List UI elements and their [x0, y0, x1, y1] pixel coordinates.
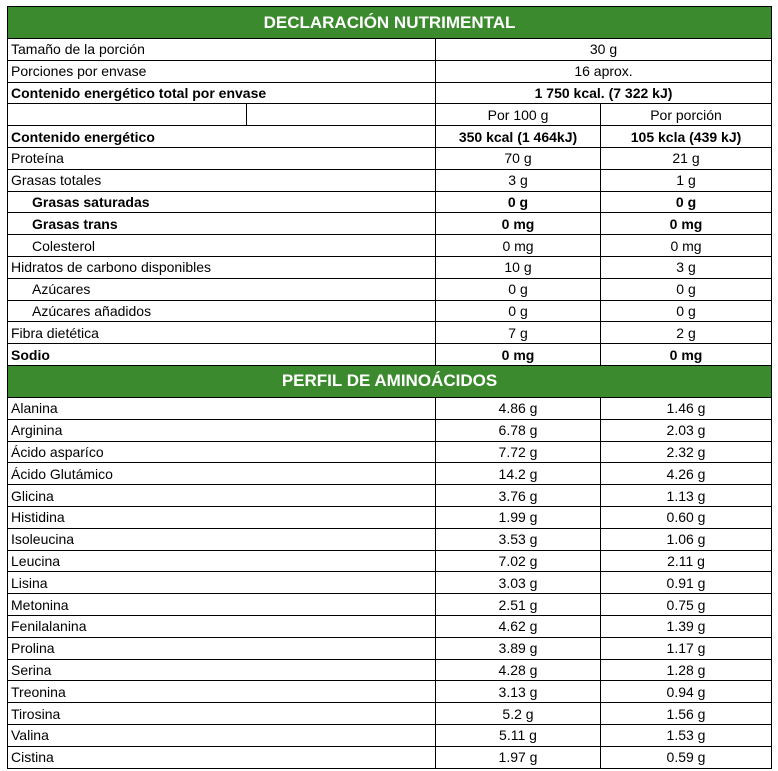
amino-acid-perserving-cell — [601, 637, 772, 659]
column-header-empty — [247, 104, 436, 126]
amino-acid-per100-value: 4.28 g — [498, 661, 538, 678]
nutrient-per100-value: 0 mg — [502, 237, 534, 254]
nutrient-per100-cell — [436, 191, 601, 213]
nutrient-perserving-value: 0 mg — [669, 346, 703, 363]
nutrient-per100-value: 0 g — [507, 193, 529, 210]
nutrient-perserving-value: 0 g — [676, 281, 696, 298]
serving-size-value: 30 g — [436, 39, 772, 61]
nutrient-row — [8, 213, 772, 235]
amino-acid-perserving-cell — [601, 703, 772, 725]
nutrient-row — [8, 169, 772, 191]
amino-acid-row — [8, 637, 772, 659]
amino-acid-per100-value: 4.86 g — [498, 400, 538, 417]
amino-acid-name: Valina — [8, 724, 436, 746]
nutrient-per100-cell — [436, 147, 601, 169]
nutrient-per100-cell — [436, 322, 601, 344]
total-energy-label: Contenido energético total por envase — [8, 82, 436, 104]
nutrient-name: Hidratos de carbono disponibles — [8, 256, 436, 278]
amino-acid-perserving-value: 2.32 g — [666, 443, 706, 460]
amino-acid-row — [8, 441, 772, 463]
nutrient-name: Sodio — [8, 344, 436, 366]
amino-acid-perserving-cell — [601, 485, 772, 507]
amino-acid-row — [8, 703, 772, 725]
nutrient-per100-cell — [436, 344, 601, 366]
amino-acid-perserving-value: 1.39 g — [666, 618, 706, 635]
nutrient-name: Azúcares añadidos — [8, 300, 436, 322]
nutrient-name: Contenido energético — [8, 126, 436, 148]
amino-acid-row — [8, 724, 772, 746]
amino-acid-perserving-value: 0.75 g — [666, 596, 706, 613]
amino-acid-name: Treonina — [8, 681, 436, 703]
amino-acid-name: Glicina — [8, 485, 436, 507]
nutrient-name: Fibra dietética — [8, 322, 436, 344]
column-header-perserving: Por porción — [601, 104, 772, 126]
amino-acid-perserving-cell — [601, 419, 772, 441]
nutrient-perserving-value: 0 g — [675, 193, 697, 210]
nutrient-per100-value: 0 g — [508, 281, 528, 298]
amino-acid-per100-cell — [436, 681, 601, 703]
nutrient-perserving-cell — [601, 191, 772, 213]
nutrient-per100-value: 70 g — [504, 150, 532, 167]
amino-acid-row — [8, 681, 772, 703]
amino-acid-row — [8, 659, 772, 681]
amino-acid-per100-cell — [436, 594, 601, 616]
amino-acid-perserving-value: 1.53 g — [666, 727, 706, 744]
nutrient-per100-value: 0 mg — [501, 215, 535, 232]
servings-per-container-label: Porciones por envase — [8, 60, 436, 82]
nutrient-name: Grasas trans — [8, 213, 436, 235]
amino-acid-name: Ácido Glutámico — [8, 463, 436, 485]
amino-acid-row — [8, 419, 772, 441]
amino-acid-per100-cell — [436, 485, 601, 507]
nutrient-per100-cell — [436, 235, 601, 257]
amino-acid-row — [8, 572, 772, 594]
amino-acid-name: Fenilalanina — [8, 615, 436, 637]
amino-acid-perserving-cell — [601, 397, 772, 419]
nutrient-per100-cell — [436, 300, 601, 322]
nutrient-perserving-value: 1 g — [676, 172, 696, 189]
amino-acid-name: Tirosina — [8, 703, 436, 725]
amino-acid-name: Arginina — [8, 419, 436, 441]
amino-acid-row — [8, 506, 772, 528]
amino-acid-per100-value: 7.02 g — [498, 552, 538, 569]
nutrient-perserving-value: 0 mg — [670, 237, 702, 254]
amino-acid-row — [8, 528, 772, 550]
amino-acid-per100-cell — [436, 419, 601, 441]
nutrient-perserving-cell — [601, 256, 772, 278]
servings-per-container-row — [8, 60, 772, 82]
nutrient-perserving-cell — [601, 278, 772, 300]
amino-acid-per100-value: 3.13 g — [498, 683, 538, 700]
amino-acid-row — [8, 746, 772, 768]
amino-acid-name: Alanina — [8, 397, 436, 419]
column-header-row — [8, 104, 772, 126]
nutrient-name: Colesterol — [8, 235, 436, 257]
amino-acid-perserving-value: 0.60 g — [666, 509, 706, 526]
amino-acid-row — [8, 485, 772, 507]
amino-acid-row — [8, 594, 772, 616]
nutrient-per100-value: 10 g — [504, 259, 532, 276]
amino-acid-perserving-value: 1.46 g — [666, 400, 706, 417]
amino-acid-perserving-cell — [601, 550, 772, 572]
nutrient-row — [8, 300, 772, 322]
nutrient-row — [8, 235, 772, 257]
total-energy-row — [8, 82, 772, 104]
amino-acid-perserving-value: 1.28 g — [666, 661, 706, 678]
nutrient-perserving-cell — [601, 213, 772, 235]
amino-acid-per100-value: 5.2 g — [502, 705, 534, 722]
amino-acid-perserving-value: 0.59 g — [666, 749, 706, 766]
amino-acid-per100-value: 14.2 g — [498, 465, 538, 482]
column-header-empty — [8, 104, 247, 126]
amino-acid-perserving-value: 1.17 g — [666, 640, 706, 657]
amino-acid-perserving-value: 1.56 g — [666, 705, 706, 722]
nutrient-perserving-cell — [601, 300, 772, 322]
nutrient-perserving-value: 2 g — [676, 324, 696, 341]
amino-acid-perserving-cell — [601, 506, 772, 528]
amino-acid-per100-cell — [436, 550, 601, 572]
nutrient-row — [8, 147, 772, 169]
amino-acid-perserving-cell — [601, 746, 772, 768]
amino-acid-per100-cell — [436, 659, 601, 681]
nutrient-per100-cell — [436, 169, 601, 191]
amino-acid-perserving-cell — [601, 463, 772, 485]
amino-acid-per100-cell — [436, 463, 601, 485]
total-energy-value: 1 750 kcal. (7 322 kJ) — [436, 82, 772, 104]
nutrient-per100-value: 350 kcal (1 464kJ) — [458, 128, 578, 145]
nutrient-perserving-value: 21 g — [672, 150, 700, 167]
amino-acid-row — [8, 397, 772, 419]
nutrient-perserving-value: 0 g — [676, 302, 696, 319]
amino-acid-per100-cell — [436, 615, 601, 637]
amino-acid-perserving-value: 0.94 g — [666, 683, 706, 700]
amino-acid-per100-value: 3.76 g — [498, 487, 538, 504]
amino-acid-row — [8, 550, 772, 572]
amino-acid-perserving-cell — [601, 681, 772, 703]
nutrient-row — [8, 256, 772, 278]
nutrient-per100-value: 7 g — [508, 324, 528, 341]
amino-acid-per100-cell — [436, 528, 601, 550]
amino-title: PERFIL DE AMINOÁCIDOS — [8, 365, 772, 397]
amino-acid-name: Serina — [8, 659, 436, 681]
nutrient-name: Grasas totales — [8, 169, 436, 191]
amino-acid-per100-value: 4.62 g — [498, 618, 538, 635]
nutrient-per100-value: 3 g — [508, 172, 528, 189]
nutrient-row — [8, 126, 772, 148]
amino-acid-perserving-value: 0.91 g — [666, 574, 706, 591]
amino-acid-perserving-value: 4.26 g — [666, 465, 706, 482]
amino-title-row — [8, 365, 772, 397]
column-header-per100: Por 100 g — [436, 104, 601, 126]
nutrient-perserving-cell — [601, 147, 772, 169]
amino-acid-perserving-cell — [601, 441, 772, 463]
amino-acid-perserving-value: 1.06 g — [666, 531, 706, 548]
amino-acid-row — [8, 463, 772, 485]
amino-acid-per100-value: 2.51 g — [498, 596, 538, 613]
nutrient-name: Proteína — [8, 147, 436, 169]
nutrition-table — [7, 6, 772, 769]
amino-acid-name: Lisina — [8, 572, 436, 594]
serving-size-row — [8, 39, 772, 61]
amino-acid-per100-cell — [436, 572, 601, 594]
amino-acid-per100-value: 3.03 g — [498, 574, 538, 591]
nutrient-row — [8, 322, 772, 344]
amino-acid-per100-value: 1.97 g — [498, 749, 538, 766]
amino-acid-perserving-cell — [601, 528, 772, 550]
amino-acid-per100-value: 3.53 g — [498, 531, 538, 548]
serving-size-label: Tamaño de la porción — [8, 39, 436, 61]
nutrient-perserving-value: 3 g — [676, 259, 696, 276]
amino-acid-name: Histidina — [8, 506, 436, 528]
amino-acid-perserving-value: 2.11 g — [667, 552, 705, 569]
nutrient-name: Azúcares — [8, 278, 436, 300]
nutrient-perserving-value: 0 mg — [669, 215, 703, 232]
nutrient-perserving-cell — [601, 169, 772, 191]
amino-acid-name: Prolina — [8, 637, 436, 659]
nutrient-perserving-cell — [601, 235, 772, 257]
amino-acid-per100-cell — [436, 724, 601, 746]
amino-acid-perserving-cell — [601, 572, 772, 594]
amino-acid-name: Cistina — [8, 746, 436, 768]
amino-acid-per100-value: 3.89 g — [498, 640, 538, 657]
amino-acid-per100-cell — [436, 397, 601, 419]
amino-acid-per100-value: 7.72 g — [498, 443, 538, 460]
amino-acid-row — [8, 615, 772, 637]
servings-per-container-value: 16 aprox. — [436, 60, 772, 82]
nutrient-perserving-cell — [601, 322, 772, 344]
amino-acid-per100-cell — [436, 746, 601, 768]
nutrient-row — [8, 191, 772, 213]
amino-acid-perserving-value: 2.03 g — [666, 422, 706, 439]
nutrient-per100-cell — [436, 278, 601, 300]
amino-acid-name: Ácido asparíco — [8, 441, 436, 463]
nutrient-per100-cell — [436, 256, 601, 278]
amino-acid-per100-value: 5.11 g — [499, 727, 537, 744]
nutrient-per100-cell — [436, 126, 601, 148]
amino-acid-per100-cell — [436, 703, 601, 725]
amino-acid-perserving-cell — [601, 615, 772, 637]
amino-acid-per100-cell — [436, 441, 601, 463]
amino-acid-name: Metonina — [8, 594, 436, 616]
nutrition-title-row — [8, 7, 772, 39]
amino-acid-name: Isoleucina — [8, 528, 436, 550]
amino-acid-per100-value: 1.99 g — [498, 509, 538, 526]
nutrient-perserving-cell — [601, 344, 772, 366]
nutrient-perserving-value: 105 kcla (439 kJ) — [630, 128, 742, 145]
nutrient-per100-cell — [436, 213, 601, 235]
nutrient-row — [8, 278, 772, 300]
nutrient-row — [8, 344, 772, 366]
nutrition-title: DECLARACIÓN NUTRIMENTAL — [8, 7, 772, 39]
nutrient-per100-value: 0 mg — [501, 346, 535, 363]
amino-acid-name: Leucina — [8, 550, 436, 572]
amino-acid-perserving-cell — [601, 659, 772, 681]
nutrient-per100-value: 0 g — [508, 302, 528, 319]
amino-acid-perserving-value: 1.13 g — [666, 487, 706, 504]
amino-acid-per100-value: 6.78 g — [498, 422, 538, 439]
amino-acid-per100-cell — [436, 637, 601, 659]
amino-acid-perserving-cell — [601, 724, 772, 746]
nutrient-name: Grasas saturadas — [8, 191, 436, 213]
amino-acid-per100-cell — [436, 506, 601, 528]
nutrient-perserving-cell — [601, 126, 772, 148]
amino-acid-perserving-cell — [601, 594, 772, 616]
